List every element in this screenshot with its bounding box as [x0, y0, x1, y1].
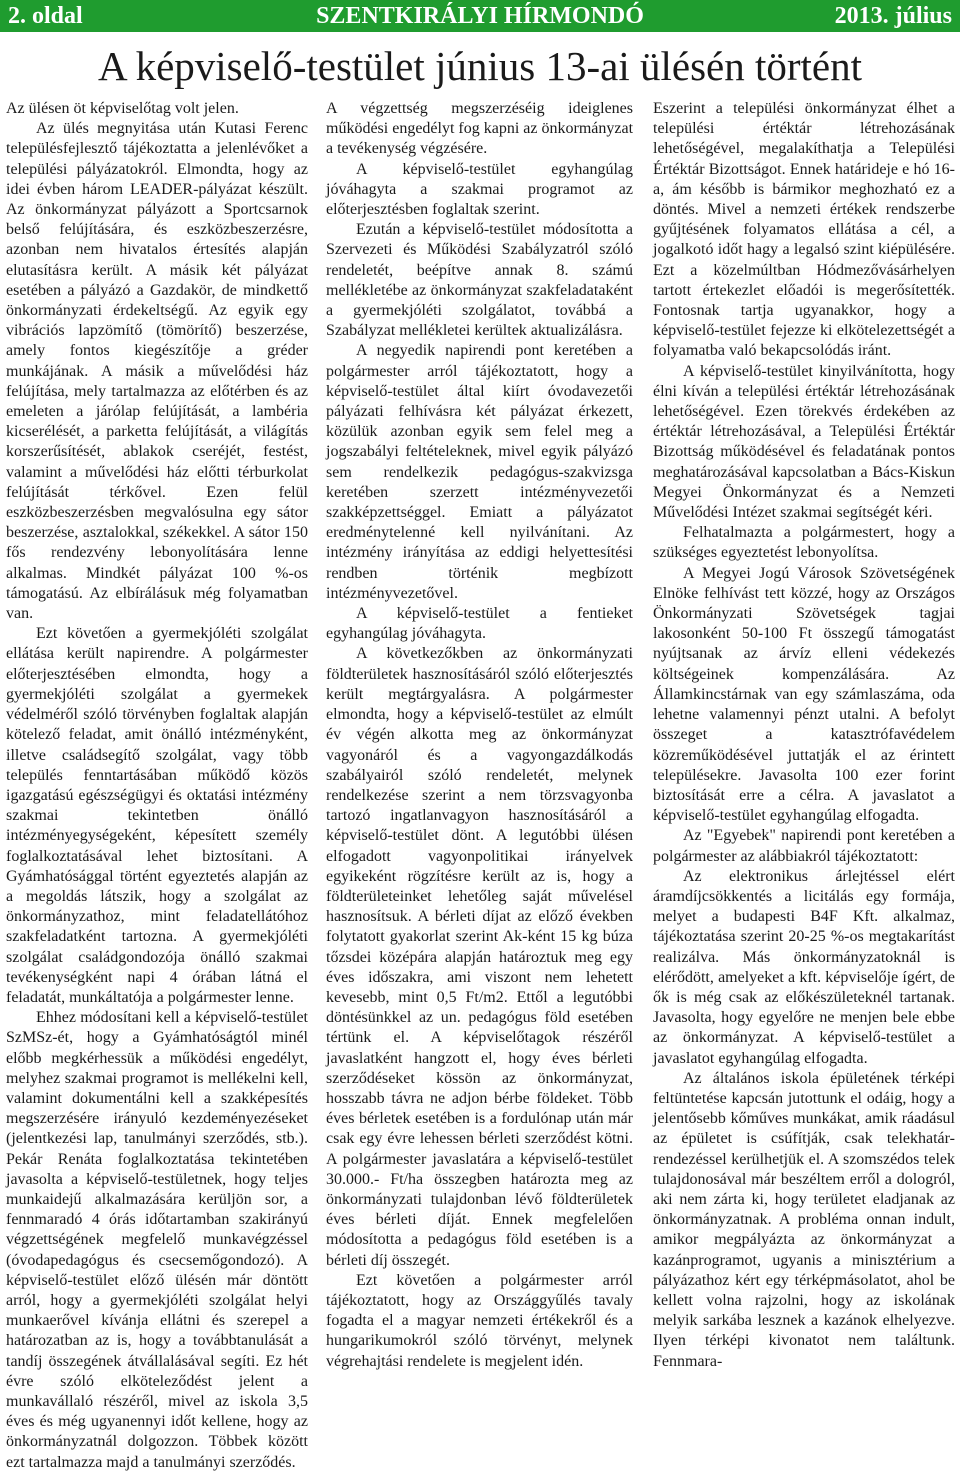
paragraph: Ezután a képviselő-testület módosította a Szervezeti és Működési Szabályzatról szóló rendeletét, beépítve annak 8. számú mellékletébe az önkormányzat szakfeladataként a gyermekjóléti szolgálatot, továbbá a Szabályzat mellékletei kerültek aktualizálásra. — [326, 221, 633, 340]
paragraph: A képviselő-testület a fentieket egyhangúlag jóváhagyta. — [326, 605, 633, 643]
paragraph: A következőkben az önkormányzati földterületek hasznosításáról szóló előterjesztés került megtárgyalásra. A polgármester elmondta, hogy a képviselő-testület az elmúlt év végén alkotta meg az önkormányzat vagyonáról és a vagyongazdálkodás szabályairól szóló rendeletét, melynek rendelkezése szerint a nem törzsvagyonba tartozó ingatlanvagyon hasznosításáról a képviselő-testület dönt. A legutóbbi ülésen elfogadott vagyonpolitikai irányelvek egyikeként rögzítésre került az is, hogy a földterületeinket lehetőleg saját művelésel hasznosítsuk. A bérleti díjat az előző években folytatott gyakorlat szerint Ak-ként 15 kg búza tőzsdei középára alapján határoztuk meg egy éves időszakra, ami viszont nem lehetett kevesebb, mint 0,5 Ft/m2. Ettől a legutóbbi döntésünkkel az un. pedagógus föld esetében tértünk el. A képviselőtagok részéről javaslatként hangzott el, hogy éves bérleti szerződéseket kössön az önkormányzat, hosszabb távra ne adjon bérbe földeket. Több éves bérletek esetében is a fordulónap után már csak egy évre lehessen bérleti szerződést kötni. A polgármester javaslatára a képviselő-testület 30.000.- Ft/ha összegben határozta meg az önkormányzati tulajdonban lévő földterületek éves bérleti díját. Ennek megfelelően módosította a pedagógus föld esetében is a bérleti díj összegét. — [326, 645, 633, 1269]
article-title: A képviselő-testület június 13-ai ülésén történt — [97, 43, 863, 89]
article-column-3 — [653, 99, 955, 1449]
paragraph: A negyedik napirendi pont keretében a polgármester arról tájékoztatott, hogy a képviselő-testület által kiírt óvodavezetői pályázati felhívásra két pályázat érkezett, közülük azonban egyik sem felel meg a jogszabályi feltételeknek, mivel egyik pályázó sem rendelkezik pedagógus-szakvizsga keretében szerzett intézményvezetői szakképzettséggel. Emiatt a pályázatot eredménytelenné kell nyilvánítani. Az intézmény irányítása az eddigi helyettesítési rendben történik megbízott intézményvezetővel. — [326, 342, 633, 602]
paragraph: A végzettség megszerzéséig ideiglenes működési engedélyt fog kapni az önkormányzat a tevékenység végzésére. — [326, 100, 634, 158]
paragraph: A képviselő-testület egyhangúlag jóváhagyta a szakmai programot az előterjesztésben foglaltak szerint. — [326, 160, 633, 219]
paragraph: Felhatalmazta a polgármestert, hogy a szükséges egyeztetést lebonyolítsa. — [653, 524, 955, 562]
paragraph: Az ülés megnyitása után Kutasi Ferenc településfejlesztő tájékoztatta a jelenlévőket a települési pályázatokról. Elmondta, hogy az idei évben három LEADER-pályázat készült. Az önkormányzat pályázott a Sportcsarnok belső felújítására, és eszközbeszerzésre, azonban nem hivatalos értesítés alapján elutasításra került. A másik két pályázat esetében a pályázó a Gazdakör, de mindkettő önkormányzati érdekeltségű. Az egyik egy vibrációs lapzömítő (tömörítő) beszerzése, amely fontos kiegészítője a gréder munkájának. A másik a művelődési ház felújítása, mely tartalmazza az előtérben és az emeleten a járólap felújítását, a lambéria kicserélését, a parketta felújítását, a világítás korszerűsítését, ablakok cseréjét, festést, valamint a művelődési ház előtti térburkolat felújítását térkővel. Ezen felül eszközbeszerzésben megvalósulna egy sátor beszerzése, asztalokkal, székekkel. A sátor 150 fős rendezvény lebonyolítására lenne alkalmas. Mindkét pályázat 100 %-os támogatású. Az elbírálásuk még folyamatban van. — [6, 120, 308, 623]
paragraph: Ezt követően a gyermekjóléti szolgálat ellátása került napirendre. A polgármester előterjesztésében elmondta, hogy a gyermekjóléti szolgálat a gyermekek védelméről szóló törvényben foglaltak alapján kötelező feladat, amit önálló intézményként, illetve családsegítő szolgálat, vagy több település fenntartásában működő közös igazgatású egészségügyi és oktatási intézmény szakmai tekintetben önálló intézményegységeként, képesített személy foglalkoztatásával lehet biztosítani. A Gyámhatósággal történt egyeztetés alapján az a megoldás látszik, hogy a szolgálat az önkormányzathoz, mint feladatellátóhoz szakfeladatként tartozna. A gyermekjóléti szolgálat családgondozója önálló szakmai tevékenységként napi 4 órában látná el feladatát, munkáltatója a polgármester lenne. — [6, 625, 308, 1006]
issue-date: 2013. július — [834, 3, 952, 29]
page-header — [0, 0, 960, 32]
paragraph: Az "Egyebek" napirendi pont keretében a polgármester az alábbiakról tájékoztatott: — [653, 827, 955, 865]
article-column-1 — [6, 99, 308, 1471]
article-column-2 — [326, 99, 633, 1449]
paragraph: Ezt követően a polgármester arról tájékoztatott, hogy az Országgyűlés tavaly fogadta el a magyar nemzeti értékekről és a hungarikumokról szóló törvényt, melynek végrehajtási rendelete is megjelent idén. — [326, 1271, 633, 1370]
paragraph: Ehhez módosítani kell a képviselő-testület SzMSz-ét, hogy a Gyámhatóságtól minél előbb megkérhessük a működési engedélyt, melyhez szakmai programot is mellékelni kell, valamint dokumentálni kell a szakképesítés megszerzésére irányuló kezdeményezéseket (jelentkezési lap, tanulmányi szerződés, stb.). Pekár Renáta foglalkoztatása tekintetében javasolta a képviselő-testületnek, hogy teljes munkaidejű alkalmazására kerüljön sor, a fennmaradó 4 órás időtartamban szakirányú végzettségének megfelelő munkavégzéssel (óvodapedagógus és csecsemőgondozó). A képviselő-testület előző ülésén már döntött arról, hogy a gyermekjóléti szolgálat helyi munkaerővel kívánja ellátni és szerepel a határozatban az is, hogy a továbbtanulását a tandíj összegének átvállalásával segíti. Ez hét évre szóló elköteleződést jelent a munkavállaló részéről, mivel az iskola 3,5 éves és még ugyanennyi időt kellene, hogy az önkormányzatnál dolgozzon. Többek között ezt tartalmazza majd a tanulmányi szerződés. — [6, 1009, 308, 1471]
paragraph: Eszerint a települési önkormányzat élhet a települési értéktár létrehozásának lehetőségével, megalakíthatja a Települési Értéktár Bizottságot. Ennek határideje e hó 16-a, ám később is bármikor meghozható ez a döntés. Mivel a nemzeti értékek rendszerbe gyűjtésének folyamatos ellátása a cél, a jogalkotó időt hagy a legalsó szint kiépülésére. Ezt a közelmúltban Hódmezővásárhelyen tartott értekezlet előadói is megerősítették. Fontosnak tartja ugyanakkor, hogy a képviselő-testület fejezze ki elkötelezettségét a folyamatba való bekapcsolódás iránt. — [653, 100, 955, 360]
publication-name: SZENTKIRÁLYI HÍRMONDÓ — [316, 3, 644, 29]
paragraph: Az elektronikus árlejtéssel elért áramdíjcsökkentés a licitálás egy formája, melyet a budapesti B4F Kft. alkalmaz, tájékoztatása szerint 20-25 %-os megtakarítást realizálva. Más önkormányzatoknál is elérődött, amelyeket a kft. képviselője ígért, de ők is még csak az előkészületeknél tartanak. Javasolta, hogy egyelőre ne menjen bele ebbe az önkormányzat. A képviselő-testület a javaslatot egyhangúlag elfogadta. — [653, 867, 955, 1067]
paragraph: A képviselő-testület kinyilvánította, hogy élni kíván a települési értéktár létrehozásának lehetőségével. Ezen törekvés érdekében az értéktár létrehozásával, a Települési Értéktár Bizottság működésével és feladatának pontos meghatározásával kapcsolatban a Bács-Kiskun Megyei Önkormányzat és a Nemzeti Művelődési Intézet szakmai segítségét kéri. — [653, 362, 955, 522]
paragraph: Az általános iskola épületének térképi feltüntetése kapcsán jutottunk el odáig, hogy a jelentősebb kőműves munkákat, amik ráadásul az épületet is csúfítják, csak telekhatár-rendezéssel kerülhetjük el. A szomszédos telek tulajdonosával már beszéltem erről a dologról, aki nem zárta ki, hogy területet eladjanak az önkormányzatnak. A probléma onnan indult, amikor megpályázta az önkormányzat a kazánprogramot, ugyanis a minisztérium a pályázathoz kért egy térképmásolatot, ahol be kellett volna rajzolni, hogy az iskolának melyik sarkába lesznek a kazánok elhelyezve. Ilyen térképi kivonatot nem találtunk. Fennmara- — [653, 1069, 955, 1370]
paragraph: A Megyei Jogú Városok Szövetségének Elnöke felhívást tett közzé, hogy az Országos Önkormányzati Szövetségek tagjai lakosonként 50-100 Ft összegű támogatást nyújtsanak az árvíz elleni védekezés költségeinek kompenzálására. Az Államkincstárnak van egy számlaszáma, oda lehetne valamennyi pénzt utalni. A befolyt összeget a katasztrófavédelem közreműködésével juttatják el az érintett településekre. Javasolta 100 ezer forint biztosítását erre a célra. A javaslatot a képviselő-testület egyhangúlag elfogadta. — [653, 564, 955, 825]
paragraph: Az ülésen öt képviselőtag volt jelen. — [6, 100, 239, 117]
page-number: 2. oldal — [8, 3, 83, 29]
